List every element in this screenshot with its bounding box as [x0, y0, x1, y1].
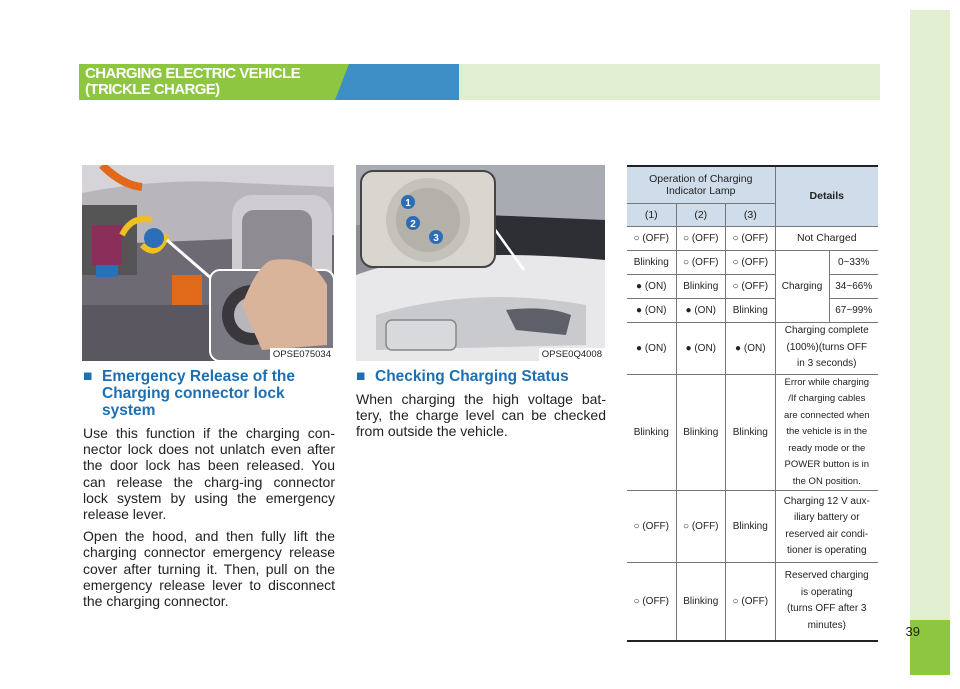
paragraph: Open the hood, and then fully lift the charging connector emergency release cover after turning it. Then, pull on the emergency release lever to disconnect the charging connector. — [83, 528, 335, 610]
callout-3: 3 — [433, 233, 439, 244]
table-row: ● (ON) ● (ON) Blinking — [627, 298, 878, 322]
section-header-banner — [79, 64, 880, 100]
photo-code-left: OPSE075034 — [270, 348, 334, 361]
section-title-line2: (TRICKLE CHARGE) — [85, 81, 220, 98]
header-details: Details — [775, 166, 878, 226]
page-number: 39 — [905, 624, 920, 639]
engine-bay-illustration — [82, 165, 334, 361]
emergency-release-heading: ■ Emergency Release of the Charging connector lock system — [83, 368, 295, 419]
section-title-line1: CHARGING ELECTRIC VEHICLE — [85, 65, 301, 82]
callout-2: 2 — [410, 219, 416, 230]
photo-code-middle: OPSE0Q4008 — [539, 348, 605, 361]
table-row: ● (ON) Blinking ○ (OFF) — [627, 274, 878, 298]
charging-label: Charging — [776, 251, 829, 322]
heading-bullet-icon: ■ — [83, 368, 93, 385]
charging-status-photo — [356, 165, 605, 361]
paragraph: When charging the high voltage bat-tery, the charge level can be checked from outside the vehicle. — [356, 391, 606, 440]
emergency-release-text — [83, 425, 335, 615]
table-row: ● (ON) ● (ON) ● (ON) Charging complete (100%)(turns OFF in 3 seconds) — [627, 322, 878, 374]
table-row: Blinking ○ (OFF) ○ (OFF) Charging 0~33% 34~66% 67~99% — [627, 250, 878, 274]
charging-status-table — [627, 165, 878, 642]
car-front-illustration — [356, 165, 605, 361]
table-row: ○ (OFF) Blinking ○ (OFF) Reserved charging is operating (turns OFF after 3 minutes) — [627, 563, 878, 641]
header-operation: Operation of Charging Indicator Lamp — [627, 166, 775, 203]
table-row: Blinking Blinking Blinking Error while charging /If charging cables are connected when the vehicle is in the ready mode or the POWER button is in the ON position. — [627, 374, 878, 491]
side-tab-strip — [910, 10, 950, 675]
paragraph: Use this function if the charging con-nector lock does not unlatch even after the door lock has been released. You can release the charg-ing connector lock system by using the emergency release lever. — [83, 425, 335, 523]
table-row: ○ (OFF) ○ (OFF) ○ (OFF) Not Charged — [627, 226, 878, 250]
checking-status-heading: ■ Checking Charging Status — [356, 368, 569, 385]
callout-1: 1 — [405, 198, 411, 209]
table-row: ○ (OFF) ○ (OFF) Blinking Charging 12 V aux- iliary battery or reserved air condi- tioner is operating — [627, 491, 878, 563]
subheader-2: (2) — [676, 203, 726, 226]
heading-bullet-icon: ■ — [356, 368, 366, 385]
subheader-3: (3) — [726, 203, 776, 226]
emergency-release-photo — [82, 165, 334, 361]
subheader-1: (1) — [627, 203, 676, 226]
checking-status-text — [356, 391, 606, 446]
